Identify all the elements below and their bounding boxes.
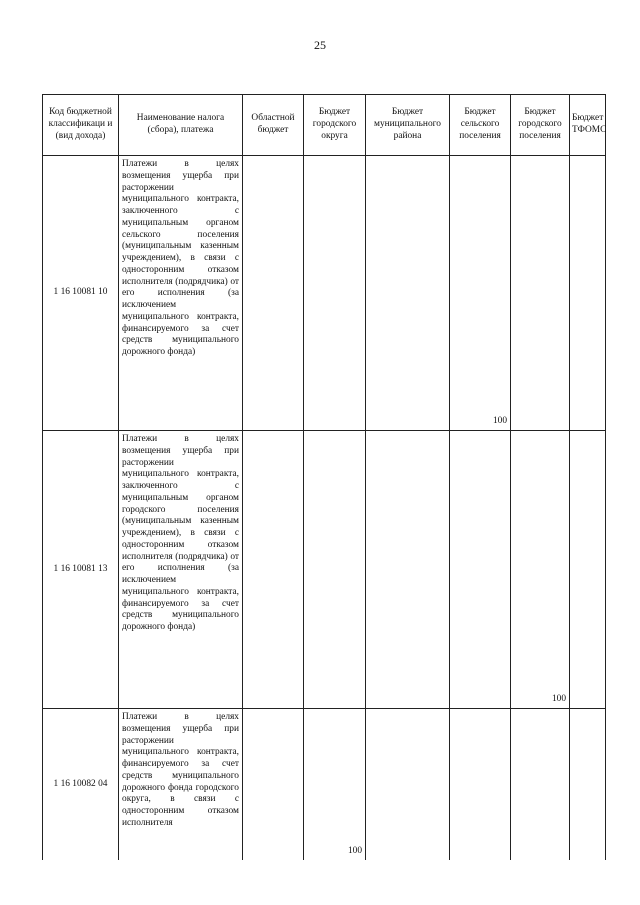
- header-rural-settlement-budget: Бюджет сельского поселения: [450, 95, 511, 156]
- row-code: 1 16 10081 13: [43, 431, 119, 709]
- header-city-district-budget: Бюджет городского округа: [304, 95, 366, 156]
- revenue-distribution-table: [42, 94, 606, 860]
- header-municipal-district-budget: Бюджет муниципального района: [366, 95, 450, 156]
- cell-value: [243, 709, 304, 861]
- cell-value: [243, 431, 304, 709]
- cell-value: [511, 156, 570, 431]
- header-urban-settlement-budget: Бюджет городского поселения: [511, 95, 570, 156]
- cell-value: [511, 709, 570, 861]
- cell-value: 100: [304, 709, 366, 861]
- header-regional-budget: Областной бюджет: [243, 95, 304, 156]
- row-code: 1 16 10081 10: [43, 156, 119, 431]
- header-tfoms-budget: Бюджет ТФОМС: [570, 95, 606, 156]
- table-row: [43, 431, 606, 709]
- table-header-row: [43, 95, 606, 156]
- row-name: Платежи в целях возмещения ущерба при расторжении муниципального контракта, заключенного с муниципальным органом городского поселения (муниципальным казенным учреждением), в связи с односторонним отказом исполнителя (подрядчика) от его исполнения (за исключением муниципального контракта, финансируемого за счет средств муниципального дорожного фонда): [119, 431, 243, 709]
- cell-value: [304, 431, 366, 709]
- cell-value: [304, 156, 366, 431]
- cell-value: 100: [450, 156, 511, 431]
- header-name: Наименование налога (сбора), платежа: [119, 95, 243, 156]
- table-row: [43, 709, 606, 861]
- cell-value: [450, 709, 511, 861]
- cell-value: [366, 709, 450, 861]
- header-code: Код бюджетной классификаци и (вид дохода): [43, 95, 119, 156]
- row-name: Платежи в целях возмещения ущерба при расторжении муниципального контракта, заключенного с муниципальным органом сельского поселения (муниципальным казенным учреждением), в связи с односторонним отказом исполнителя (подрядчика) от его исполнения (за исключением муниципального контракта, финансируемого за счет средств муниципального дорожного фонда): [119, 156, 243, 431]
- cell-value: [366, 431, 450, 709]
- cell-value: 100: [511, 431, 570, 709]
- cell-value: [366, 156, 450, 431]
- cell-value: [570, 431, 606, 709]
- cell-value: [570, 709, 606, 861]
- cell-value: [243, 156, 304, 431]
- page-number: 25: [314, 38, 326, 52]
- cell-value: [450, 431, 511, 709]
- row-name: Платежи в целях возмещения ущерба при расторжении муниципального контракта, финансируемого за счет средств муниципального дорожного фонда городского округа, в связи с односторонним отказом исполнителя: [119, 709, 243, 861]
- cell-value: [570, 156, 606, 431]
- table-row: [43, 156, 606, 431]
- row-code: 1 16 10082 04: [43, 709, 119, 861]
